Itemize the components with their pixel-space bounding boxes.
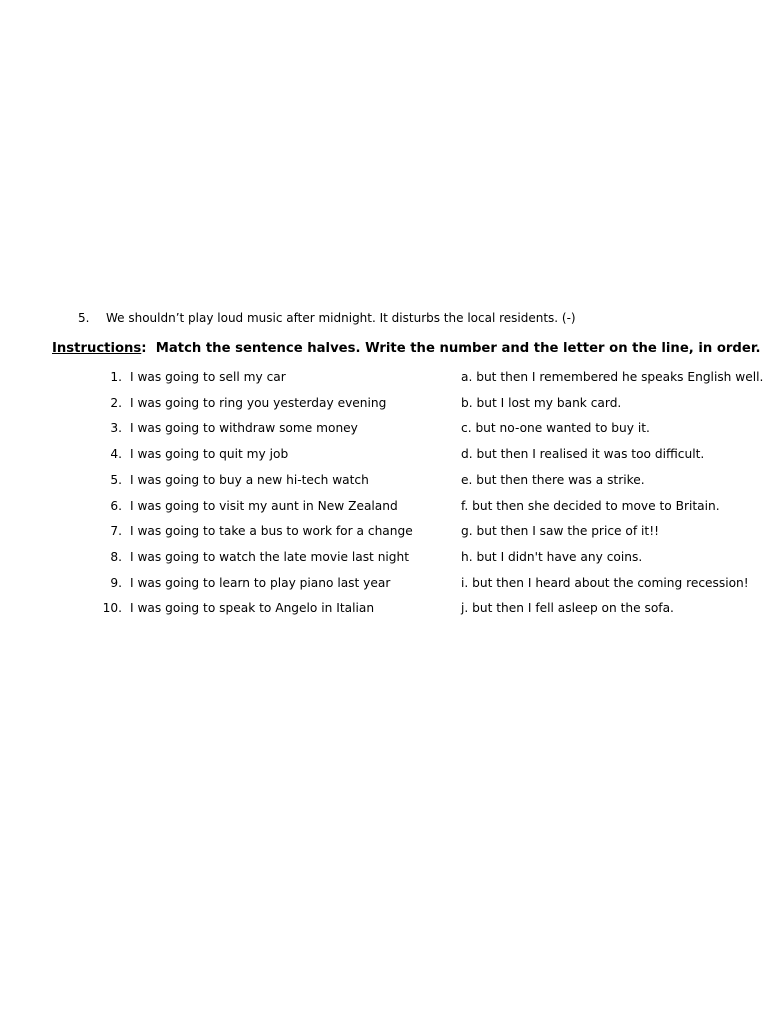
sentence-first-half: I was going to speak to Angelo in Italian — [130, 601, 375, 616]
sentence-second-half: g. but then I saw the price of it!! — [461, 524, 659, 539]
instructions — [52, 341, 760, 356]
sentence-first-half: I was going to watch the late movie last night — [130, 549, 410, 564]
sentence-second-half: a. but then I remembered he speaks English well. — [461, 370, 764, 384]
item-number: 8. — [110, 549, 122, 564]
list-item — [0, 550, 768, 572]
list-item — [0, 396, 768, 418]
list-item — [0, 499, 768, 521]
item-number: 6. — [110, 498, 122, 513]
item-number: 9. — [110, 575, 122, 590]
list-item — [0, 524, 768, 546]
item-number: 7. — [110, 524, 122, 539]
item-number: 1. — [110, 370, 122, 384]
sentence-second-half: f. but then she decided to move to Britain. — [461, 498, 720, 513]
item-number: 2. — [110, 395, 122, 410]
sentence-first-half: I was going to sell my car — [130, 370, 286, 384]
sentence-first-half: I was going to withdraw some money — [130, 421, 358, 436]
list-item — [0, 601, 768, 623]
sentence-first-half: I was going to visit my aunt in New Zealand — [130, 498, 398, 513]
list-item — [0, 473, 768, 495]
sentence-second-half: j. but then I fell asleep on the sofa. — [461, 601, 674, 616]
previous-item-text: We shouldn’t play loud music after midnight. It disturbs the local residents. (-) — [106, 311, 576, 325]
sentence-second-half: d. but then I realised it was too difficult. — [461, 447, 705, 462]
sentence-first-half: I was going to quit my job — [130, 447, 289, 462]
previous-item-number: 5. — [78, 311, 90, 325]
sentence-second-half: b. but I lost my bank card. — [461, 395, 622, 410]
sentence-second-half: h. but I didn't have any coins. — [461, 549, 643, 564]
instructions-separator: : — [141, 341, 147, 356]
previous-exercise-item — [78, 311, 576, 325]
sentence-first-half: I was going to learn to play piano last year — [130, 575, 391, 590]
sentence-first-half: I was going to buy a new hi-tech watch — [130, 472, 369, 487]
item-number: 5. — [110, 472, 122, 487]
list-item — [0, 576, 768, 598]
item-number: 4. — [110, 447, 122, 462]
instructions-text: Match the sentence halves. Write the number and the letter on the line, in order. — [155, 341, 761, 356]
instructions-label: Instructions — [52, 341, 142, 356]
item-number: 3. — [110, 421, 122, 436]
sentence-first-half: I was going to take a bus to work for a change — [130, 524, 413, 539]
sentence-first-half: I was going to ring you yesterday evening — [130, 395, 387, 410]
list-item — [0, 370, 768, 392]
list-item — [0, 447, 768, 469]
sentence-second-half: c. but no-one wanted to buy it. — [461, 421, 650, 436]
item-number: 10. — [102, 601, 122, 616]
sentence-second-half: i. but then I heard about the coming recession! — [461, 575, 749, 590]
list-item — [0, 421, 768, 443]
sentence-second-half: e. but then there was a strike. — [461, 472, 645, 487]
